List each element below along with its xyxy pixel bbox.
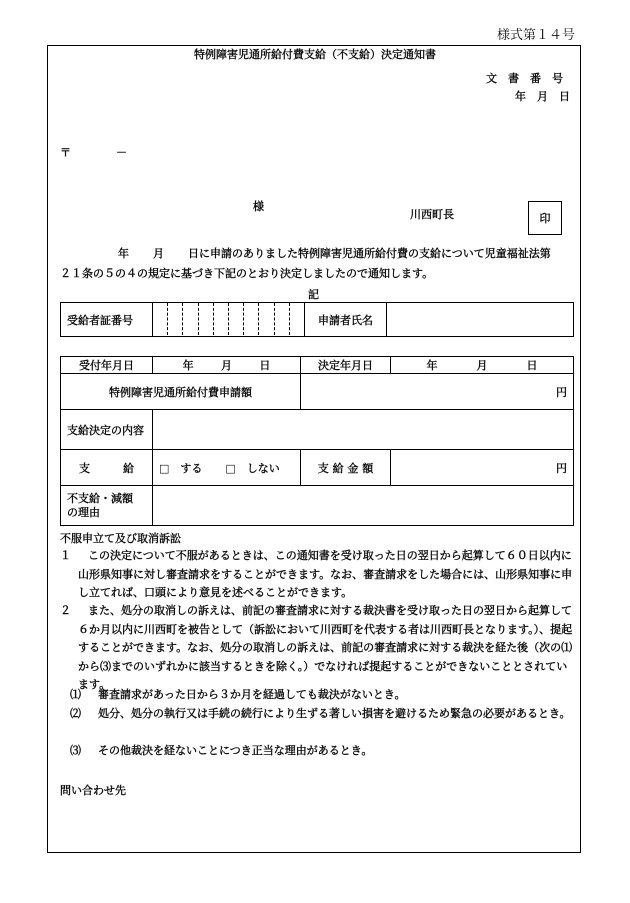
appeal-item2-number: ２ [60, 604, 71, 617]
appeal-sub3-text: その他裁決を経ないことにつき正当な理由があるとき。 [98, 744, 373, 757]
applicant-name-value [387, 303, 574, 337]
appeal-item1-number: １ [60, 549, 71, 562]
decision-content-value [153, 410, 574, 450]
document-number-label: 文 書 番 号 [486, 72, 563, 85]
payment-amount-label: 支 給 金 額 [301, 450, 391, 486]
receipt-date-label: 受付年月日 [61, 357, 153, 374]
recipient-number-label: 受給者証番号 [61, 303, 153, 337]
postal-dash: － [116, 146, 127, 159]
receipt-date-value: 年 月 日 [153, 357, 301, 374]
document-title: 特例障害児通所給付費支給（不支給）決定通知書 [194, 48, 436, 61]
issuer-name: 川西町長 [410, 208, 454, 221]
applicant-name-label: 申請者氏名 [305, 303, 387, 337]
appeal-sub1-number: ⑴ [70, 688, 81, 701]
recipient-number-boxes [153, 303, 305, 337]
reason-value [153, 486, 574, 526]
intro-year: 年 [118, 247, 129, 260]
contact-label: 問い合わせ先 [60, 784, 126, 797]
amount-applied-label: 特例障害児通所給付費申請額 [61, 374, 301, 410]
appeal-item1-text: この決定について不服があるときは、この通知書を受け取った日の翌日から起算して６０日以内に山形県知事に対し審査請求をすることができます。なお、審査請求をした場合には、山形県知事に申し立てれば、口頭により意見を述べることができます。 [78, 549, 573, 599]
payment-choice [153, 450, 301, 486]
form-number: 様式第１４号 [496, 28, 575, 43]
checkbox-dont[interactable]: □ しない [225, 461, 280, 475]
amount-applied-value: 円 [301, 374, 574, 410]
addressee-suffix: 様 [253, 200, 264, 213]
intro-line2: ２１条の５の４の規定に基づき下記のとおり決定しましたので通知します。 [60, 267, 434, 280]
payment-amount-value: 円 [391, 450, 574, 486]
intro-line1: 日に申請のありました特例障害児通所給付費の支給について児童福祉法第 [188, 247, 551, 260]
notice-frame [47, 45, 581, 853]
postal-mark: 〒 [60, 146, 71, 159]
issue-date-label: 年 月 日 [515, 90, 570, 103]
appeal-sub2-text: 処分、処分の執行又は手続の続行により生ずる著しい損害を避けるため緊急の必要があるとき。 [98, 707, 571, 720]
decision-content-label: 支給決定の内容 [61, 410, 153, 450]
appeal-sub3-number: ⑶ [70, 744, 81, 757]
appeal-sub1-text: 審査請求があった日から３か月を経過しても裁決がないとき。 [98, 688, 406, 701]
recipient-table [60, 302, 574, 337]
reason-label: 不支給・減額 の理由 [61, 486, 153, 526]
appeal-sub2-number: ⑵ [70, 707, 81, 720]
seal-text: 印 [539, 212, 551, 225]
checkbox-do[interactable]: □ する [159, 461, 203, 475]
intro-month: 月 [153, 247, 164, 260]
decision-table [60, 356, 574, 526]
ki-marker: 記 [308, 288, 319, 301]
decision-date-value: 年 月 日 [391, 357, 574, 374]
payment-label: 支 給 [61, 450, 153, 486]
appeal-heading: 不服申立て及び取消訴訟 [60, 532, 181, 545]
appeal-item2-text: また、処分の取消しの訴えは、前記の審査請求に対する裁決書を受け取った日の翌日から起算して６か月以内に川西町を被告として（訴訟において川西町を代表する者は川西町長となります。）、提起することができます。なお、処分の取消しの訴えは、前記の審査請求に対する裁決を経た後（次の⑴から⑶までのいずれかに該当するときを除く。）でなければ提起することができないこととされています。 [78, 604, 573, 691]
decision-date-label: 決定年月日 [301, 357, 391, 374]
seal-box [528, 201, 562, 235]
